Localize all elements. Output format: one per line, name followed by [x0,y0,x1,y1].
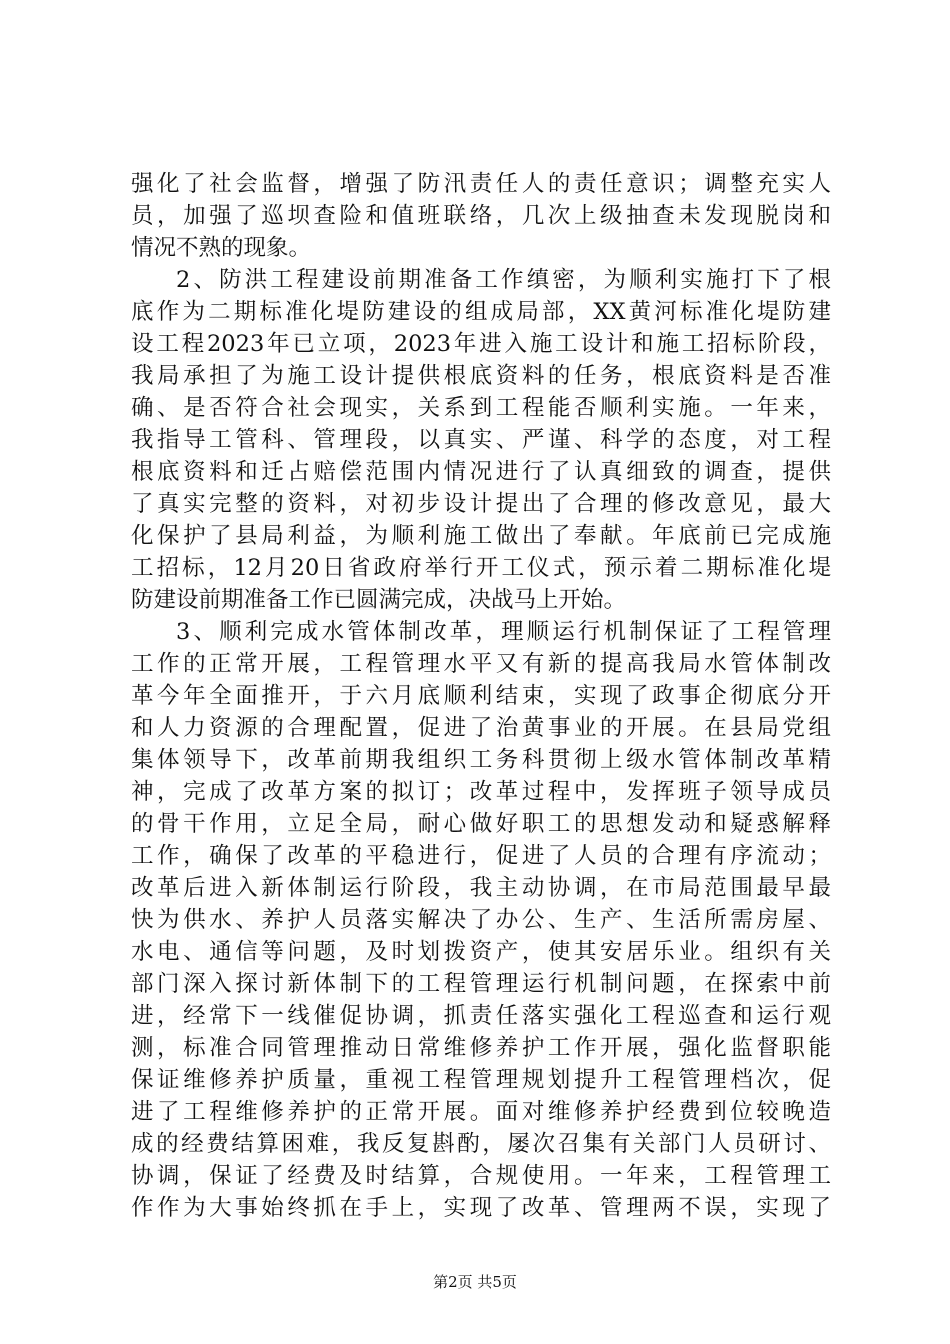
text-line: 快为供水、养护人员落实解决了办公、生产、生活所需房屋、 [131,907,831,933]
text-line: 2、防洪工程建设前期准备工作缜密，为顺利实施打下了根 [176,267,831,293]
text-line: 改革后进入新体制运行阶段，我主动协调，在市局范围最早最 [131,875,831,901]
text-line: 底作为二期标准化堤防建设的组成局部，XX黄河标准化堤防建 [131,299,831,325]
text-line: 和人力资源的合理配置，促进了治黄事业的开展。在县局党组 [131,715,831,741]
text-line: 我指导工管科、管理段，以真实、严谨、科学的态度，对工程 [131,427,831,453]
text-line: 神，完成了改革方案的拟订；改革过程中，发挥班子领导成员 [131,779,831,805]
text-line: 测，标准合同管理推动日常维修养护工作开展，强化监督职能 [131,1035,831,1061]
text-line: 设工程2023年已立项，2023年进入施工设计和施工招标阶段， [131,331,831,357]
text-line: 部门深入探讨新体制下的工程管理运行机制问题，在探索中前 [131,971,831,997]
text-line: 根底资料和迁占赔偿范围内情况进行了认真细致的调查，提供 [131,459,831,485]
text-line: 的骨干作用，立足全局，耐心做好职工的思想发动和疑惑解释 [131,811,831,837]
text-line: 员，加强了巡坝查险和值班联络，几次上级抽查未发现脱岗和 [131,203,831,229]
text-line: 协调，保证了经费及时结算，合规使用。一年来，工程管理工 [131,1163,831,1189]
text-line: 进，经常下一线催促协调，抓责任落实强化工程巡查和运行观 [131,1003,831,1029]
text-line: 保证维修养护质量，重视工程管理规划提升工程管理档次，促 [131,1067,831,1093]
text-line: 情况不熟的现象。 [131,235,312,261]
text-line: 集体领导下，改革前期我组织工务科贯彻上级水管体制改革精 [131,747,831,773]
text-line: 3、顺利完成水管体制改革，理顺运行机制保证了工程管理 [176,619,831,645]
text-line: 确、是否符合社会现实，关系到工程能否顺利实施。一年来， [131,395,831,421]
text-line: 化保护了县局利益，为顺利施工做出了奉献。年底前已完成施 [131,523,831,549]
text-line: 强化了社会监督，增强了防汛责任人的责任意识；调整充实人 [131,171,831,197]
text-line: 作作为大事始终抓在手上，实现了改革、管理两不误，实现了 [131,1195,831,1221]
text-line: 工作的正常开展，工程管理水平又有新的提高我局水管体制改 [131,651,831,677]
page-number-footer: 第2页 共5页 [433,1273,517,1291]
text-line: 工招标，12月20日省政府举行开工仪式，预示着二期标准化堤 [131,555,831,581]
text-line: 我局承担了为施工设计提供根底资料的任务，根底资料是否准 [131,363,831,389]
text-line: 工作，确保了改革的平稳进行，促进了人员的合理有序流动； [131,843,831,869]
text-line: 水电、通信等问题，及时划拨资产，使其安居乐业。组织有关 [131,939,831,965]
body-text [131,168,831,1224]
text-line: 成的经费结算困难，我反复斟酌，屡次召集有关部门人员研讨、 [131,1131,831,1157]
text-line: 了真实完整的资料，对初步设计提出了合理的修改意见，最大 [131,491,831,517]
text-line: 进了工程维修养护的正常开展。面对维修养护经费到位较晚造 [131,1099,831,1125]
text-line: 防建设前期准备工作已圆满完成，决战马上开始。 [131,587,627,613]
text-line: 革今年全面推开，于六月底顺利结束，实现了政事企彻底分开 [131,683,831,709]
